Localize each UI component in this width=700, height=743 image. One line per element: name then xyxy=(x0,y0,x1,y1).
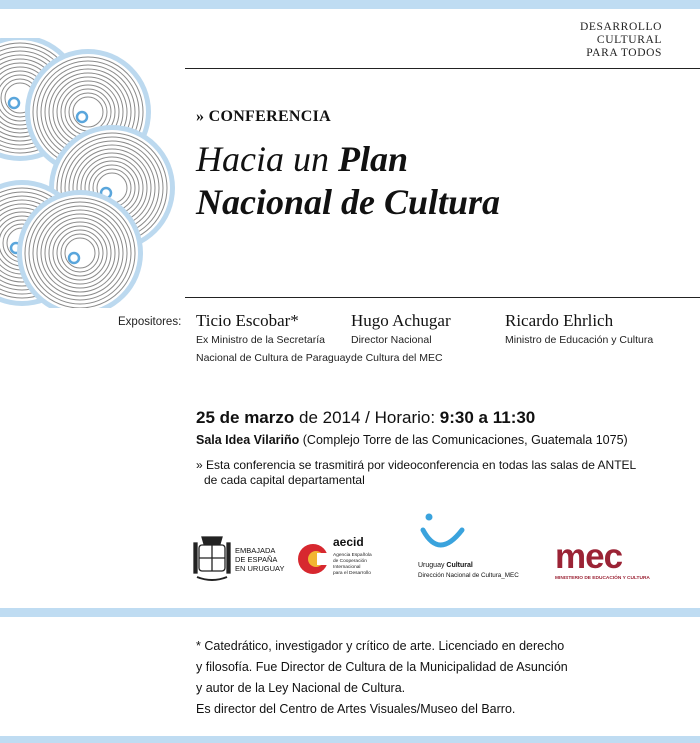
speaker-role: Director Nacional xyxy=(351,334,432,346)
header-rule xyxy=(185,68,700,69)
aecid-sub: para el Desarrollo xyxy=(333,571,371,576)
org-tag-line: CULTURAL xyxy=(596,34,662,46)
footnote-line: * Catedrático, investigador y crítico de arte. Licenciado en derecho xyxy=(196,639,565,653)
venue-name: Sala Idea Vilariño xyxy=(196,433,300,447)
speaker-escobar xyxy=(196,311,351,367)
uruguay-cultural-name: Uruguay Cultural xyxy=(418,562,473,569)
aecid-name: aecid xyxy=(333,535,364,549)
speaker-name: Ticio Escobar* xyxy=(196,311,299,330)
speaker-achugar xyxy=(351,311,451,367)
footnote-line: y filosofía. Fue Director de Cultura de la Municipalidad de Asunción xyxy=(196,660,568,674)
venue-detail: (Complejo Torre de las Comunicaciones, Guatemala 1075) xyxy=(299,433,628,447)
embassy-line: EMBAJADA xyxy=(235,546,276,555)
top-band xyxy=(0,0,700,9)
speakers-rule xyxy=(185,297,700,298)
aecid-sub: de Cooperación xyxy=(333,559,367,564)
speaker-name: Ricardo Ehrlich xyxy=(505,311,614,330)
aecid-c-icon xyxy=(298,544,329,574)
embassy-line: DE ESPAÑA xyxy=(235,555,278,564)
speaker-ehrlich xyxy=(505,311,653,349)
speaker-role: Ex Ministro de la Secretaría xyxy=(196,334,325,346)
event-venue xyxy=(196,433,628,447)
org-tag-line: DESARROLLO xyxy=(579,21,662,33)
concentric-discs-graphic xyxy=(0,38,185,308)
aecid-logo xyxy=(297,534,387,586)
speaker-role: de Cultura del MEC xyxy=(351,352,443,364)
aecid-sub: Agencia Española xyxy=(333,553,372,558)
broadcast-note xyxy=(196,458,666,488)
org-tag-line: PARA TODOS xyxy=(586,47,662,59)
embassy-of-spain-logo xyxy=(193,533,293,583)
note-line: de cada capital departamental xyxy=(204,473,365,487)
speaker-role: Nacional de Cultura de Paraguay xyxy=(196,352,351,364)
spain-coat-of-arms-icon xyxy=(194,537,230,580)
uruguay-cultural-sub: Dirección Nacional de Cultura_MEC xyxy=(418,572,519,579)
speaker-footnote xyxy=(196,636,666,720)
uruguay-cultural-logo xyxy=(417,510,522,585)
speaker-name: Hugo Achugar xyxy=(351,311,451,330)
event-title xyxy=(196,138,500,224)
mec-sub: MINISTERIO DE EDUCACIÓN Y CULTURA xyxy=(555,576,650,581)
date-rest: de 2014 / Horario: xyxy=(294,408,440,427)
embassy-line: EN URUGUAY xyxy=(235,564,285,573)
title-part-bold: Plan xyxy=(337,139,408,179)
title-line-2: Nacional de Cultura xyxy=(196,182,501,222)
event-kicker: » CONFERENCIA xyxy=(196,108,332,125)
footnote-line: y autor de la Ley Nacional de Cultura. xyxy=(196,681,406,695)
aecid-sub: Internacional xyxy=(333,565,361,570)
mec-name: mec xyxy=(555,537,623,576)
speaker-role: Ministro de Educación y Cultura xyxy=(505,334,654,346)
bottom-band xyxy=(0,736,700,743)
date-bold: 25 de marzo xyxy=(196,408,295,427)
uruguay-cultural-swoosh-icon xyxy=(423,514,462,546)
note-line: » Esta conferencia se trasmitirá por videoconferencia en todas las salas de ANTEL xyxy=(196,458,637,472)
footnote-line: Es director del Centro de Artes Visuales/Museo del Barro. xyxy=(196,702,516,716)
time-bold: 9:30 a 11:30 xyxy=(439,408,536,427)
org-tagline xyxy=(542,21,662,60)
title-part: Hacia un xyxy=(196,139,338,179)
speakers-label: Expositores: xyxy=(118,316,182,328)
mec-logo xyxy=(553,537,658,585)
event-date xyxy=(196,408,535,428)
middle-band xyxy=(0,608,700,617)
